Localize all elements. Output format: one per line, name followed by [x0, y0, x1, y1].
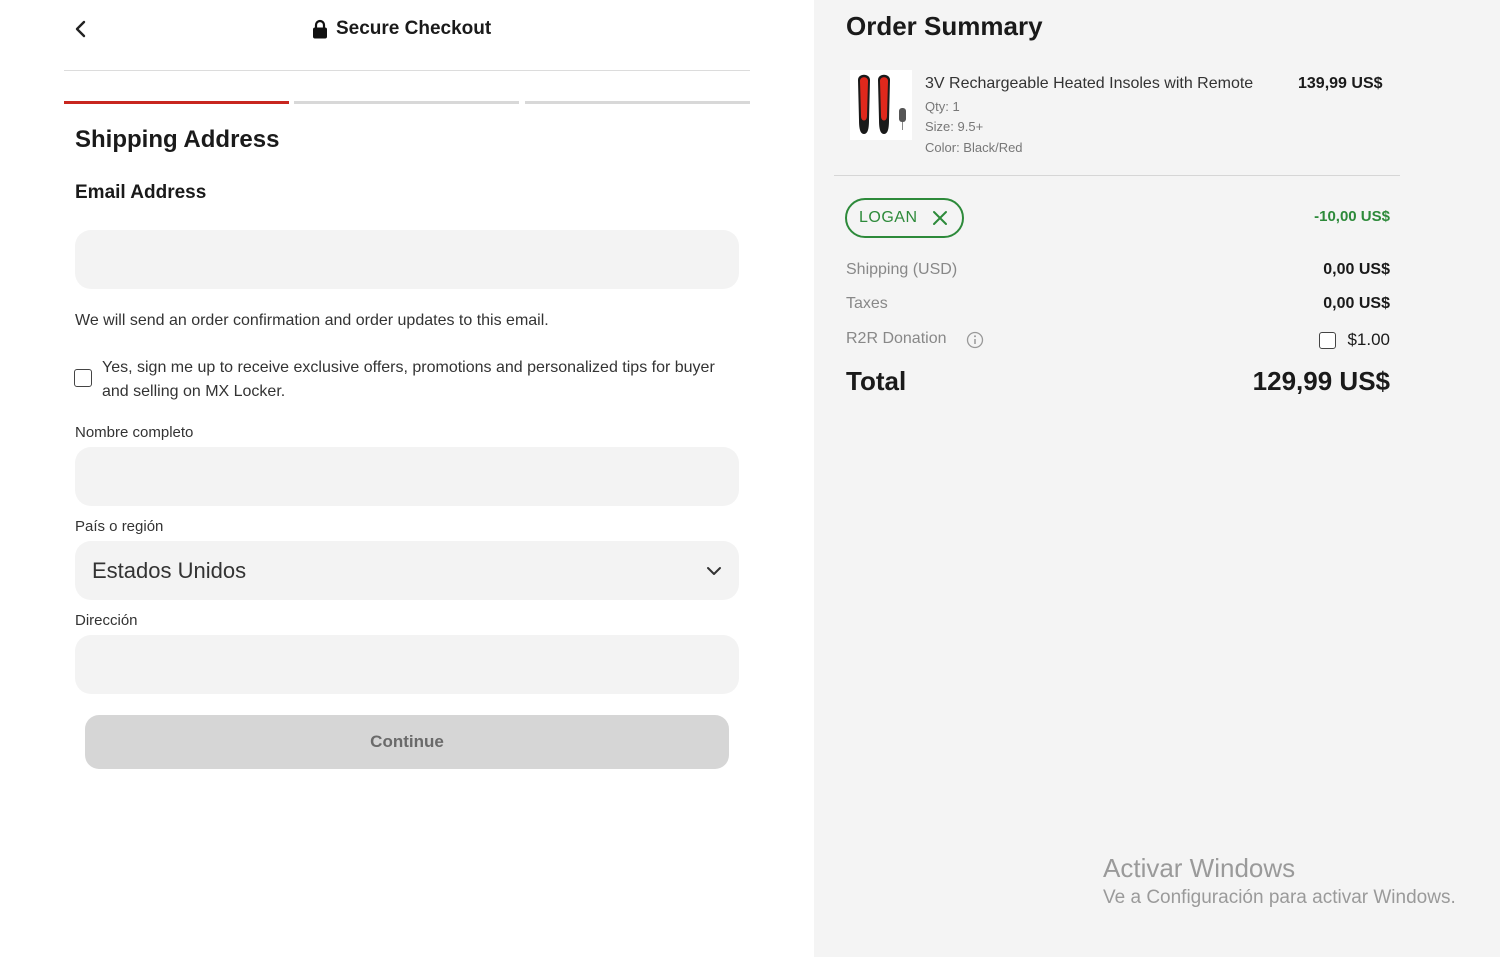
shipping-label: Shipping (USD): [846, 261, 958, 278]
product-name: 3V Rechargeable Heated Insoles with Remote: [925, 75, 1254, 92]
marketing-optin-label: Yes, sign me up to receive exclusive offers, promotions and personalized tips for buyer and selling on MX Locker.: [102, 359, 715, 400]
section-title: Shipping Address: [75, 126, 280, 153]
chevron-left-icon[interactable]: [70, 18, 92, 40]
lock-icon: [312, 19, 328, 39]
order-summary-panel: [814, 0, 1500, 957]
product-size: Size: 9.5+: [925, 119, 984, 134]
marketing-optin-checkbox[interactable]: [74, 369, 92, 387]
donation-label: R2R Donation: [846, 330, 947, 347]
progress-step-2: [294, 101, 519, 104]
total-label: Total: [846, 366, 907, 396]
page-title: Secure Checkout: [336, 18, 492, 39]
progress-step-1: [64, 101, 289, 104]
total-value: 129,99 US$: [1252, 366, 1390, 396]
donation-value: $1.00: [1347, 330, 1390, 349]
email-hint: We will send an order confirmation and order updates to this email.: [75, 312, 549, 329]
discount-amount: -10,00 US$: [1314, 208, 1390, 225]
product-qty: Qty: 1: [925, 99, 960, 114]
close-icon[interactable]: [932, 210, 948, 226]
coupon-chip: [845, 198, 964, 238]
windows-watermark-title: Activar Windows: [1103, 853, 1296, 883]
full-name-label: Nombre completo: [75, 424, 194, 441]
address-label: Dirección: [75, 612, 138, 629]
email-label: Email Address: [75, 182, 207, 203]
country-selected-value: Estados Unidos: [92, 558, 247, 583]
continue-button[interactable]: Continue: [85, 715, 729, 769]
coupon-code: LOGAN: [859, 209, 918, 226]
info-icon[interactable]: [966, 331, 984, 349]
header-divider: [64, 70, 750, 71]
country-label: País o región: [75, 518, 164, 535]
taxes-value: 0,00 US$: [1323, 295, 1390, 312]
shipping-value: 0,00 US$: [1323, 261, 1390, 278]
progress-step-3: [525, 101, 750, 104]
country-select[interactable]: [75, 541, 739, 600]
taxes-label: Taxes: [846, 295, 888, 312]
chevron-down-icon: [705, 562, 723, 580]
windows-watermark-subtitle: Ve a Configuración para activar Windows.: [1103, 887, 1456, 908]
product-color: Color: Black/Red: [925, 140, 1023, 155]
donation-checkbox[interactable]: [1319, 332, 1336, 349]
product-thumbnail: [850, 70, 912, 140]
email-field[interactable]: [75, 230, 739, 289]
full-name-field[interactable]: [75, 447, 739, 506]
page-header: [312, 16, 491, 42]
address-field[interactable]: [75, 635, 739, 694]
product-price: 139,99 US$: [1298, 75, 1383, 92]
summary-divider: [834, 175, 1400, 176]
order-summary-title: Order Summary: [846, 11, 1043, 41]
